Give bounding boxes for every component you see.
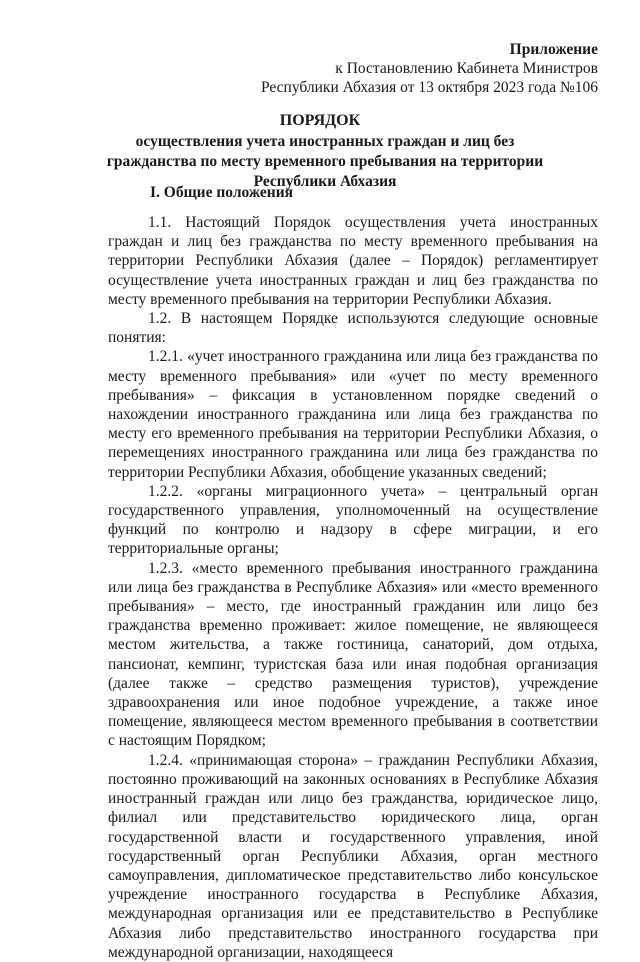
paragraph: 1.2.2. «органы миграционного учета» – центральный орган государственного управления, уполномоченный на осуществление функций по контролю и надзору в сфере миграции, и его территориальные органы;: [108, 482, 598, 558]
section-heading: I. Общие положения: [150, 184, 294, 201]
appendix-line: Республики Абхазия от 13 октября 2023 года №106: [261, 79, 598, 96]
paragraph: 1.2.3. «место временного пребывания иностранного гражданина или лица без гражданства в Республике Абхазия» или «место временного пребывания» – место, где иностранный гражданин или лицо без гражданства временно проживает: жилое помещение, не являющееся местом жительства, а также гостиница, санаторий, дом отдыха, пансионат, кемпинг, туристская база или иная подобная организация (далее также – средство размещения туристов), учреждение здравоохранения или иное подобное учреждение, а также иное помещение, являющееся местом временного пребывания в соответствии с настоящим Порядком;: [108, 559, 598, 750]
appendix-line: к Постановлению Кабинета Министров: [335, 60, 598, 77]
appendix-title: Приложение: [509, 41, 598, 58]
document-body: [108, 213, 598, 962]
paragraph: 1.1. Настоящий Порядок осуществления учета иностранных граждан и лиц без гражданства по месту временного пребывания на территории Республики Абхазия (далее – Порядок) регламентирует осуществление учета иностранных граждан и лиц без гражданства по месту временного пребывания на территории Республики Абхазия.: [108, 214, 598, 308]
paragraph: 1.2. В настоящем Порядке используются следующие основные понятия:: [108, 310, 598, 347]
document-subtitle: осуществления учета иностранных граждан и лиц без гражданства по месту временного пребывания на территории Республики Абхазия: [106, 133, 544, 190]
appendix-block: [261, 40, 598, 97]
paragraph: 1.2.1. «учет иностранного гражданина или лица без гражданства по месту временного пребывания» или «учет по месту временного пребывания» – фиксация в установленном порядке сведений о нахождении иностранного гражданина или лица без гражданства по месту его временного пребывания на территории Республики Абхазия, о перемещениях иностранного гражданина или лица без гражданства по территории Республики Абхазия, обобщение указанных сведений;: [108, 348, 598, 481]
paragraph: 1.2.4. «принимающая сторона» – гражданин Республики Абхазия, постоянно проживающий на законных основаниях в Республике Абхазия иностранный граждан или лицо без гражданства, юридическое лицо, филиал или представительство юридического лица, орган государственной власти и государственного управления, иной государственный орган Республики Абхазия, орган местного самоуправления, дипломатическое представительство либо консульское учреждение иностранного государства в Республике Абхазия, международная организация или ее представительство в Республике Абхазия либо представительство иностранного государства при международной организации, находящееся: [108, 751, 598, 961]
document-title: ПОРЯДОК: [279, 112, 361, 129]
